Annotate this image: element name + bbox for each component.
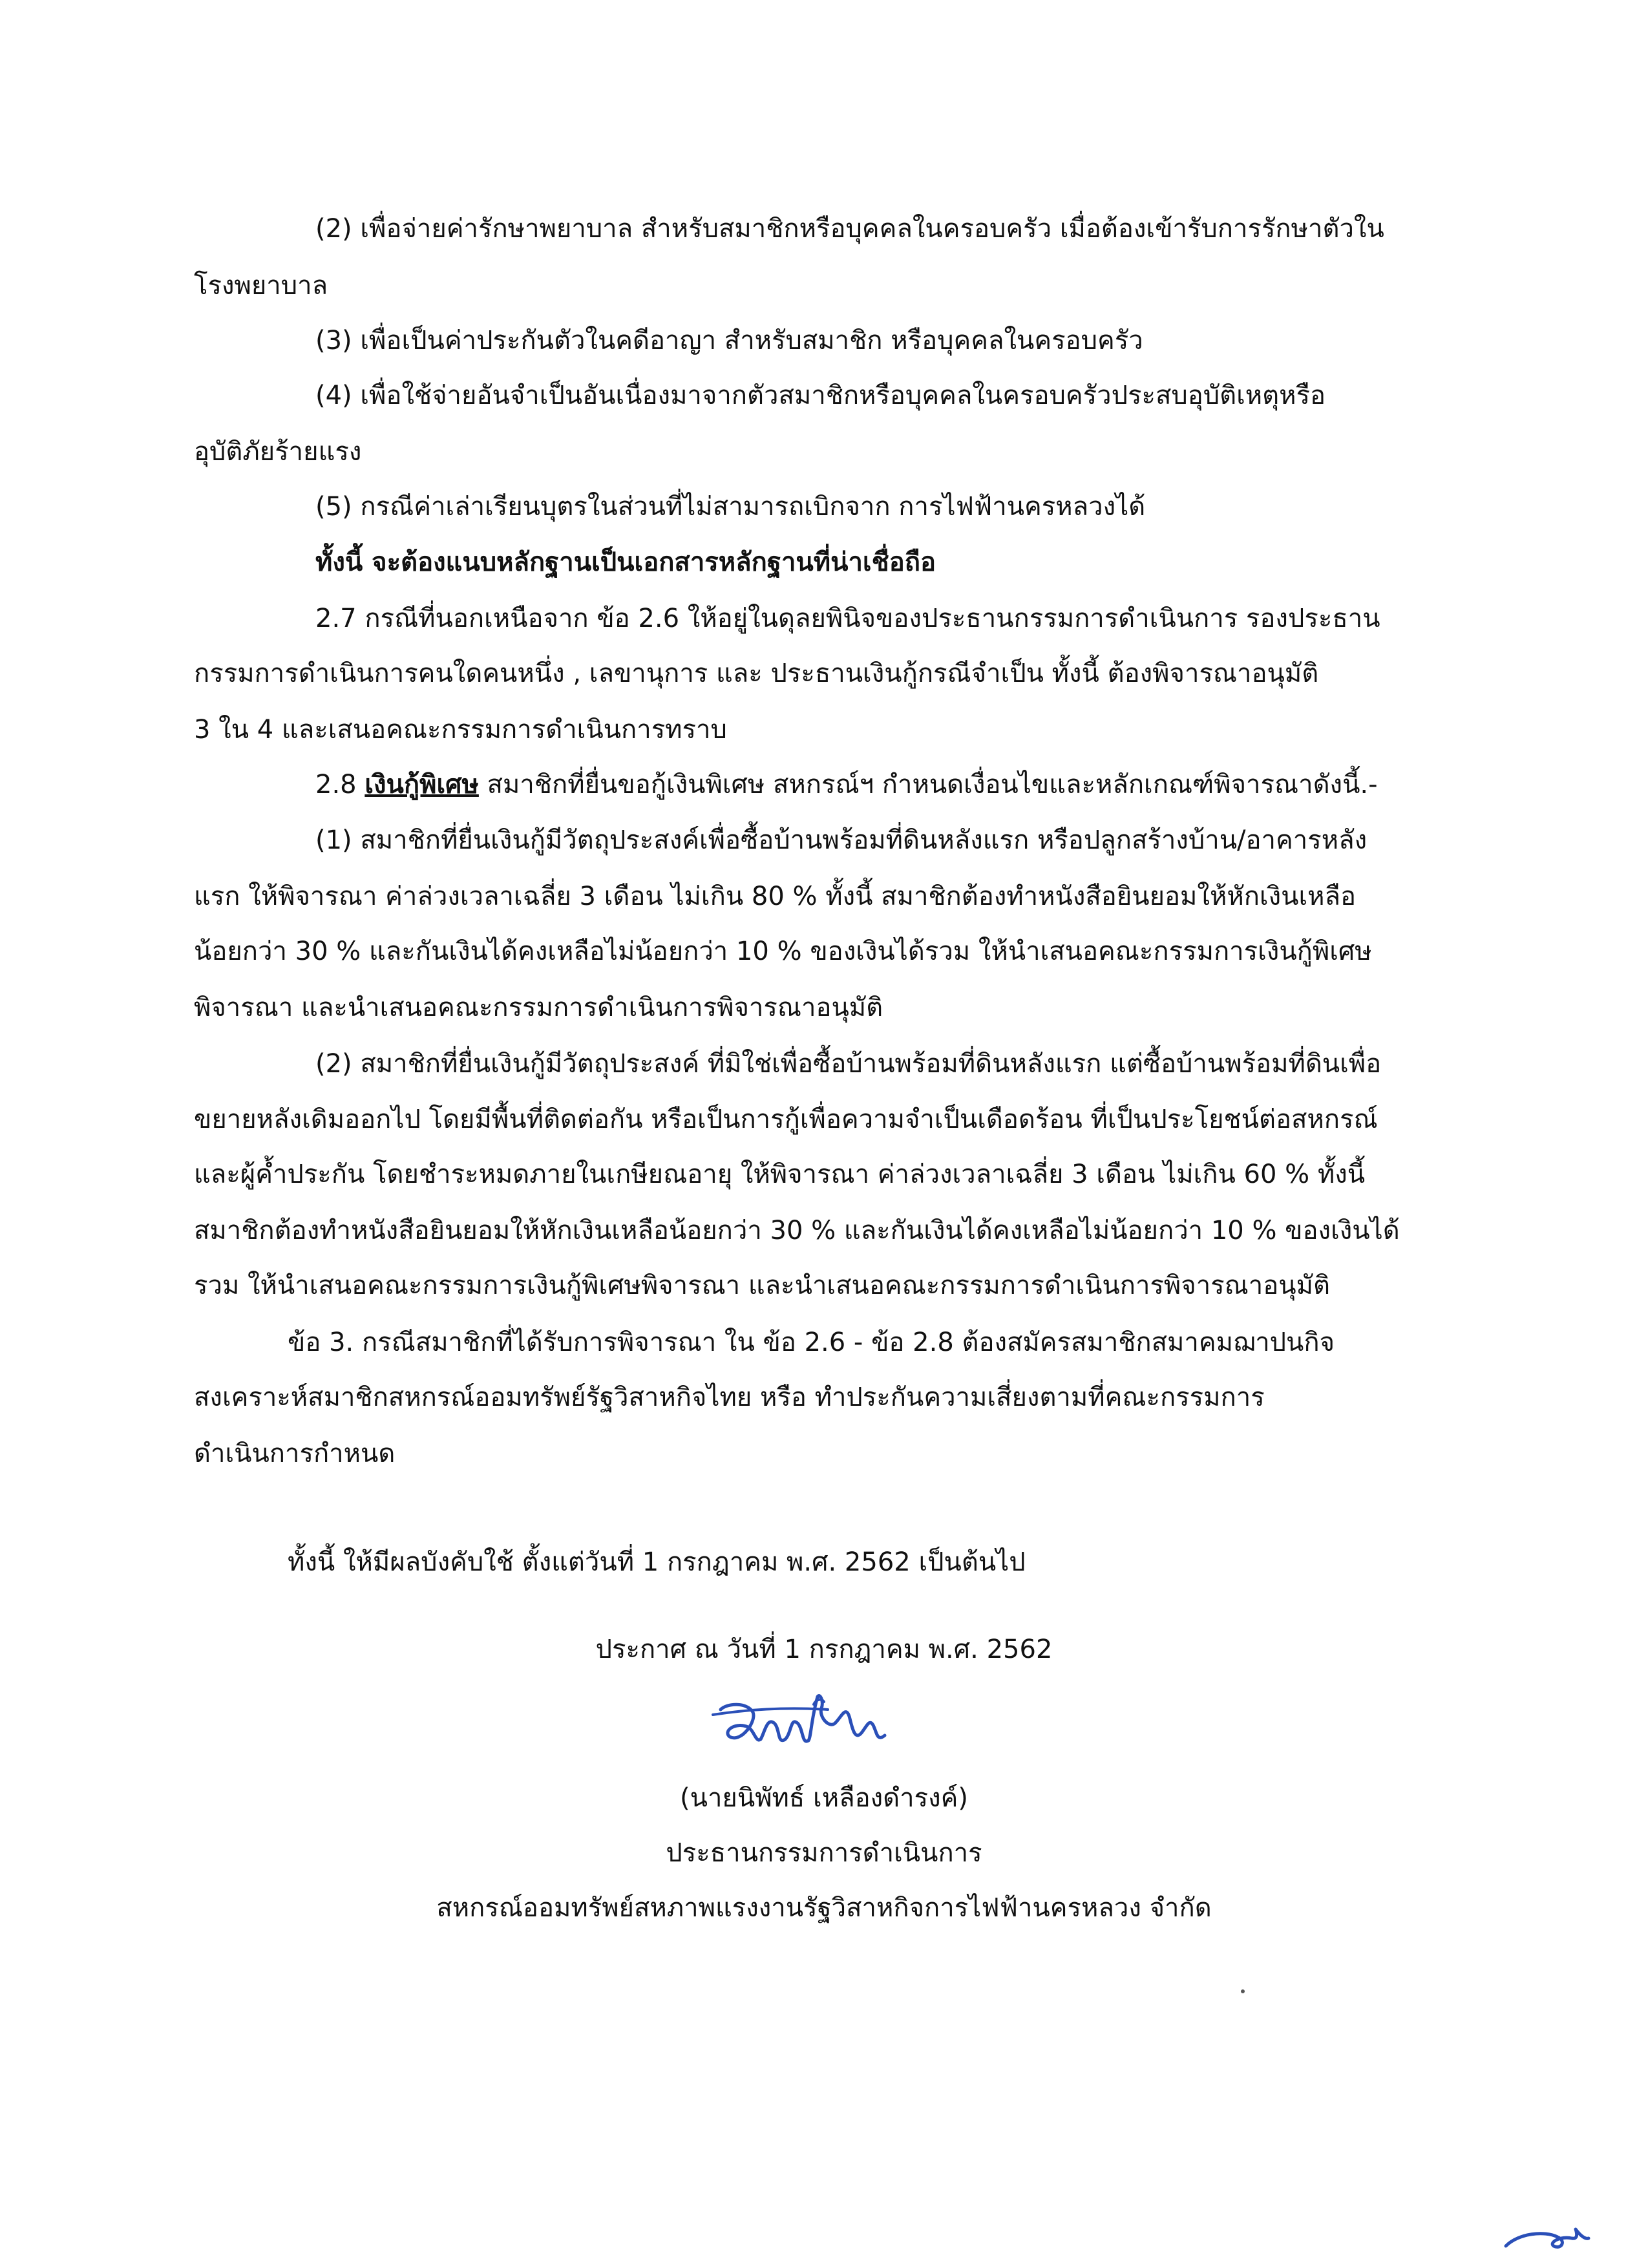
scan-speck	[1241, 1989, 1245, 1993]
item-2-8-2-line-4: สมาชิกต้องทำหนังสือยินยอมให้หักเงินเหลือน้อยกว่า 30 % และกันเงินได้คงเหลือไม่น้อยกว่า 10 % ของเงินได้	[194, 1216, 1400, 1245]
item-2-8-1-line-2: แรก ให้พิจารณา ค่าล่วงเวลาเฉลี่ย 3 เดือน ไม่เกิน 80 % ทั้งนี้ สมาชิกต้องทำหนังสือยินยอมให้หักเงินเหลือ	[194, 882, 1357, 911]
signature-image	[708, 1690, 895, 1761]
announcement-date: ประกาศ ณ วันที่ 1 กรกฎาคม พ.ศ. 2562	[595, 1635, 1053, 1664]
item-2-8-2-line-3: และผู้ค้ำประกัน โดยชำระหมดภายในเกษียณอายุ ให้พิจารณา ค่าล่วงเวลาเฉลี่ย 3 เดือน ไม่เกิน 60 % ทั้งนี้	[194, 1160, 1366, 1189]
effective-date: ทั้งนี้ ให้มีผลบังคับใช้ ตั้งแต่วันที่ 1 กรกฎาคม พ.ศ. 2562 เป็นต้นไป	[288, 1547, 1026, 1577]
item-2-8-intro	[315, 764, 1648, 805]
item-2-8-rest: สมาชิกที่ยื่นขอกู้เงินพิเศษ สหกรณ์ฯ กำหนดเงื่อนไขและหลักเกณฑ์พิจารณาดังนี้.-	[478, 770, 1378, 800]
item-2-7-line-3: 3 ใน 4 และเสนอคณะกรรมการดำเนินการทราบ	[194, 715, 727, 745]
item-2-6-4-line-1: (4) เพื่อใช้จ่ายอันจำเป็นอันเนื่องมาจากตัวสมาชิกหรือบุคคลในครอบครัวประสบอุบัติเหตุหรือ	[315, 381, 1326, 410]
item-2-8-number: 2.8	[315, 770, 365, 800]
item-2-7-line-2: กรรมการดำเนินการคนใดคนหนึ่ง , เลขานุการ และ ประธานเงินกู้กรณีจำเป็น ทั้งนี้ ต้องพิจารณาอนุมัติ	[194, 659, 1319, 688]
item-2-6-5: (5) กรณีค่าเล่าเรียนบุตรในส่วนที่ไม่สามารถเบิกจาก การไฟฟ้านครหลวงได้	[315, 492, 1146, 522]
item-2-8-heading: เงินกู้พิเศษ	[364, 770, 479, 800]
item-2-6-3: (3) เพื่อเป็นค่าประกันตัวในคดีอาญา สำหรับสมาชิก หรือบุคคลในครอบครัว	[315, 326, 1143, 355]
item-2-6-2-line-1: (2) เพื่อจ่ายค่ารักษาพยาบาล สำหรับสมาชิกหรือบุคคลในครอบครัว เมื่อต้องเข้ารับการรักษาตัวใน	[315, 214, 1384, 244]
organization-name: สหกรณ์ออมทรัพย์สหภาพแรงงานรัฐวิสาหกิจการไฟฟ้านครหลวง จำกัด	[436, 1893, 1212, 1923]
item-2-8-2-line-2: ขยายหลังเดิมออกไป โดยมีพื้นที่ติดต่อกัน หรือเป็นการกู้เพื่อความจำเป็นเดือดร้อน ที่เป็นประโยชน์ต่อสหกรณ์	[194, 1105, 1378, 1134]
item-2-8-1-line-4: พิจารณา และนำเสนอคณะกรรมการดำเนินการพิจารณาอนุมัติ	[194, 993, 883, 1023]
item-2-6-4-line-2: อุบัติภัยร้ายแรง	[194, 437, 362, 467]
item-3-line-3: ดำเนินการกำหนด	[194, 1439, 396, 1468]
item-3-line-1: ข้อ 3. กรณีสมาชิกที่ได้รับการพิจารณา ใน ข้อ 2.6 - ข้อ 2.8 ต้องสมัครสมาชิกสมาคมฌาปนกิจ	[288, 1328, 1335, 1357]
signer-name: (นายนิพัทธ์ เหลืองดำรงค์)	[680, 1783, 968, 1813]
item-2-8-1-line-1: (1) สมาชิกที่ยื่นเงินกู้มีวัตถุประสงค์เพื่อซื้อบ้านพร้อมที่ดินหลังแรก หรือปลูกสร้างบ้าน/อาคารหลัง	[315, 825, 1368, 855]
item-2-6-2-line-2: โรงพยาบาล	[194, 271, 328, 301]
initial-mark-image	[1499, 2207, 1596, 2259]
evidence-note: ทั้งนี้ จะต้องแนบหลักฐานเป็นเอกสารหลักฐานที่น่าเชื่อถือ	[315, 547, 936, 577]
signer-title: ประธานกรรมการดำเนินการ	[666, 1838, 982, 1868]
item-3-line-2: สงเคราะห์สมาชิกสหกรณ์ออมทรัพย์รัฐวิสาหกิจไทย หรือ ทำประกันความเสี่ยงตามที่คณะกรรมการ	[194, 1383, 1265, 1412]
item-2-8-2-line-1: (2) สมาชิกที่ยื่นเงินกู้มีวัตถุประสงค์ ที่มิใช่เพื่อซื้อบ้านพร้อมที่ดินหลังแรก แต่ซื้อบ้านพร้อมที่ดินเพื่อ	[315, 1049, 1382, 1079]
item-2-8-2-line-5: รวม ให้นำเสนอคณะกรรมการเงินกู้พิเศษพิจารณา และนำเสนอคณะกรรมการดำเนินการพิจารณาอนุมัติ	[194, 1271, 1330, 1300]
item-2-8-1-line-3: น้อยกว่า 30 % และกันเงินได้คงเหลือไม่น้อยกว่า 10 % ของเงินได้รวม ให้นำเสนอคณะกรรมการเงินกู้พิเศษ	[194, 937, 1372, 966]
item-2-7-line-1: 2.7 กรณีที่นอกเหนือจาก ข้อ 2.6 ให้อยู่ในดุลยพินิจของประธานกรรมการดำเนินการ รองประธาน	[315, 604, 1380, 633]
